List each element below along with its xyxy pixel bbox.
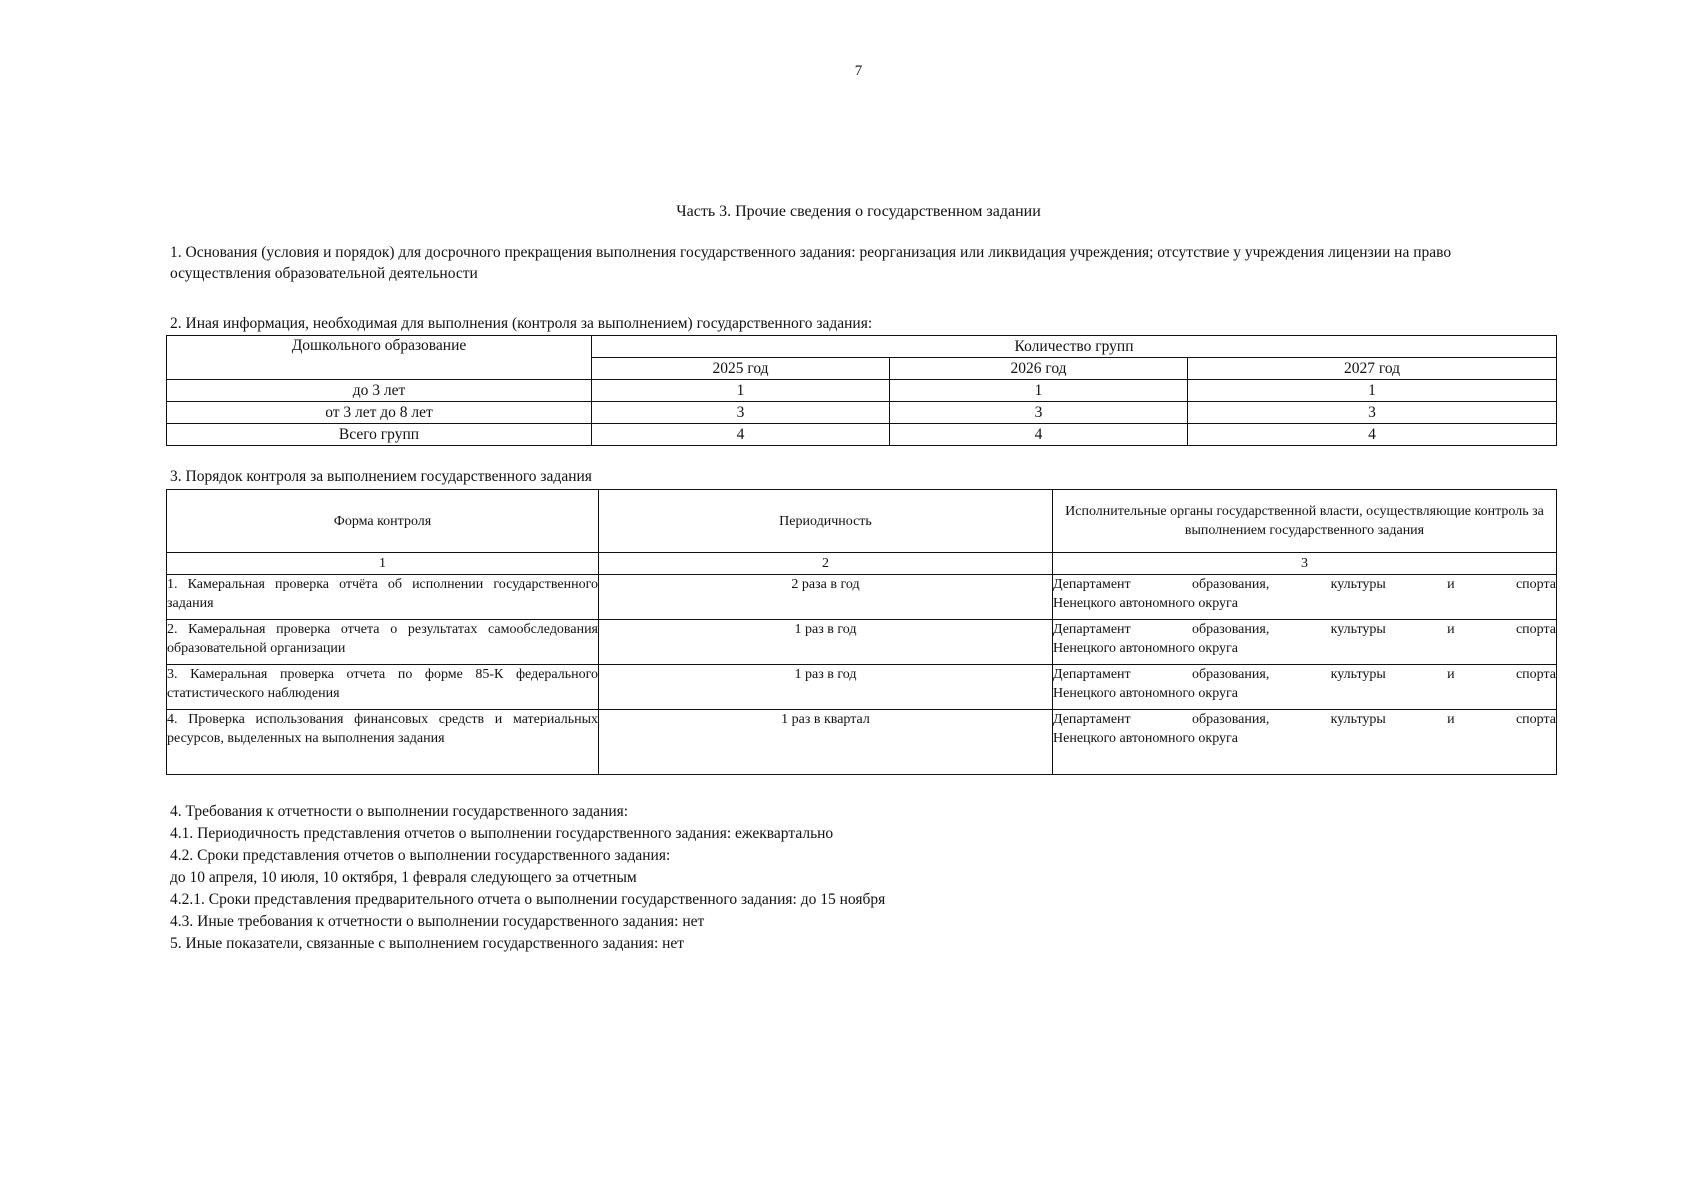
control-form-header: Форма контроля: [167, 490, 599, 553]
dept-word: культуры: [1330, 622, 1386, 637]
table-row: [167, 710, 1557, 775]
dept-word: образования,: [1191, 712, 1270, 727]
column-number: 1: [167, 553, 599, 575]
dept-word: спорта: [1515, 577, 1556, 592]
dept-word: и: [1447, 622, 1455, 637]
authority-cell: [1053, 575, 1557, 620]
cell-value: 1: [890, 380, 1188, 402]
periodicity-header: Периодичность: [599, 490, 1053, 553]
control-table: [166, 489, 1557, 775]
section-5: 5. Иные показатели, связанные с выполнением государственного задания: нет: [170, 935, 685, 952]
table-row: [167, 380, 1557, 402]
control-form-cell: [167, 665, 599, 710]
section-4-title: 4. Требования к отчетности о выполнении государственного задания:: [170, 803, 629, 820]
cell-value: 3: [592, 402, 890, 424]
section-1-text: 1. Основания (условия и порядок) для досрочного прекращения выполнения государственного задания: реорганизация или ликвидация учреждения; отсутствие у учреждения лицензии на право осуществления образовательной деятельности: [170, 244, 1452, 282]
section-4-2-1: 4.2.1. Сроки представления предварительного отчета о выполнении государственного задания: до 15 ноября: [170, 891, 886, 908]
table-row: [167, 575, 1557, 620]
dept-word: Департамент: [1053, 712, 1131, 727]
year-header: 2026 год: [890, 358, 1188, 380]
cell-value: 4: [592, 424, 890, 446]
section-4-3: 4.3. Иные требования к отчетности о выполнении государственного задания: нет: [170, 913, 705, 930]
dept-word: и: [1447, 712, 1455, 727]
dept-word: Департамент: [1053, 577, 1131, 592]
part-title: Часть 3. Прочие сведения о государственном задании: [676, 203, 1041, 220]
row-label: от 3 лет до 8 лет: [167, 402, 592, 424]
dept-word: образования,: [1191, 577, 1270, 592]
year-header: 2025 год: [592, 358, 890, 380]
dept-word: спорта: [1515, 622, 1556, 637]
column-number: 3: [1053, 553, 1557, 575]
control-form-text: Камеральная проверка отчета по форме 85-К федерального статистического наблюдения: [167, 667, 598, 701]
control-form-text: Проверка использования финансовых средств и материальных ресурсов, выделенных на выполнения задания: [167, 712, 598, 746]
authority-cell: [1053, 620, 1557, 665]
dept-word: образования,: [1191, 622, 1270, 637]
dept-word: и: [1447, 577, 1455, 592]
groups-table-left-header: Дошкольного образование: [167, 336, 592, 380]
control-form-cell: [167, 575, 599, 620]
dept-word: и: [1447, 667, 1455, 682]
column-number: 2: [599, 553, 1053, 575]
cell-value: 1: [1188, 380, 1557, 402]
control-form-text: Камеральная проверка отчёта об исполнении государственного задания: [167, 577, 599, 611]
dept-word: Департамент: [1053, 667, 1131, 682]
dept-word: спорта: [1515, 667, 1556, 682]
periodicity-cell: 1 раз в год: [599, 620, 1053, 665]
cell-value: 1: [592, 380, 890, 402]
authority-cell: [1053, 710, 1557, 775]
authority-cell: [1053, 665, 1557, 710]
section-4-2-detail: до 10 апреля, 10 июля, 10 октября, 1 февраля следующего за отчетным: [170, 869, 637, 886]
page-number: 7: [854, 63, 863, 79]
cell-value: 3: [890, 402, 1188, 424]
row-label: Всего групп: [167, 424, 592, 446]
year-header: 2027 год: [1188, 358, 1557, 380]
table-row: [167, 620, 1557, 665]
table-row: [167, 424, 1557, 446]
cell-value: 3: [1188, 402, 1557, 424]
control-form-cell: [167, 620, 599, 665]
section-4-1: 4.1. Периодичность представления отчетов о выполнении государственного задания: ежеквартально: [170, 825, 834, 842]
dept-word: культуры: [1330, 577, 1386, 592]
row-number: 2.: [167, 622, 178, 637]
section-3-title: 3. Порядок контроля за выполнением государственного задания: [170, 468, 592, 485]
dept-line-2: Ненецкого автономного округа: [1053, 731, 1238, 746]
section-2-title: 2. Иная информация, необходимая для выполнения (контроля за выполнением) государственного задания:: [170, 315, 873, 332]
cell-value: 4: [890, 424, 1188, 446]
cell-value: 4: [1188, 424, 1557, 446]
periodicity-cell: 1 раз в год: [599, 665, 1053, 710]
dept-word: культуры: [1330, 712, 1386, 727]
groups-table: [166, 335, 1557, 446]
dept-word: культуры: [1330, 667, 1386, 682]
dept-line-2: Ненецкого автономного округа: [1053, 641, 1238, 656]
table-row: [167, 665, 1557, 710]
periodicity-cell: 1 раз в квартал: [599, 710, 1053, 775]
dept-word: образования,: [1191, 667, 1270, 682]
control-form-text: Камеральная проверка отчета о результатах самообследования образовательной организации: [167, 622, 598, 656]
section-4-2: 4.2. Сроки представления отчетов о выполнении государственного задания:: [170, 847, 671, 864]
authorities-header: Исполнительные органы государственной власти, осуществляющие контроль за выполнением государственного задания: [1053, 490, 1557, 553]
control-form-cell: [167, 710, 599, 775]
dept-line-2: Ненецкого автономного округа: [1053, 686, 1238, 701]
groups-table-group-header: Количество групп: [592, 336, 1557, 358]
row-number: 1.: [167, 577, 178, 592]
row-number: 3.: [167, 667, 178, 682]
periodicity-cell: 2 раза в год: [599, 575, 1053, 620]
dept-word: Департамент: [1053, 622, 1131, 637]
row-number: 4.: [167, 712, 178, 727]
dept-word: спорта: [1515, 712, 1556, 727]
table-row: [167, 402, 1557, 424]
row-label: до 3 лет: [167, 380, 592, 402]
dept-line-2: Ненецкого автономного округа: [1053, 596, 1238, 611]
